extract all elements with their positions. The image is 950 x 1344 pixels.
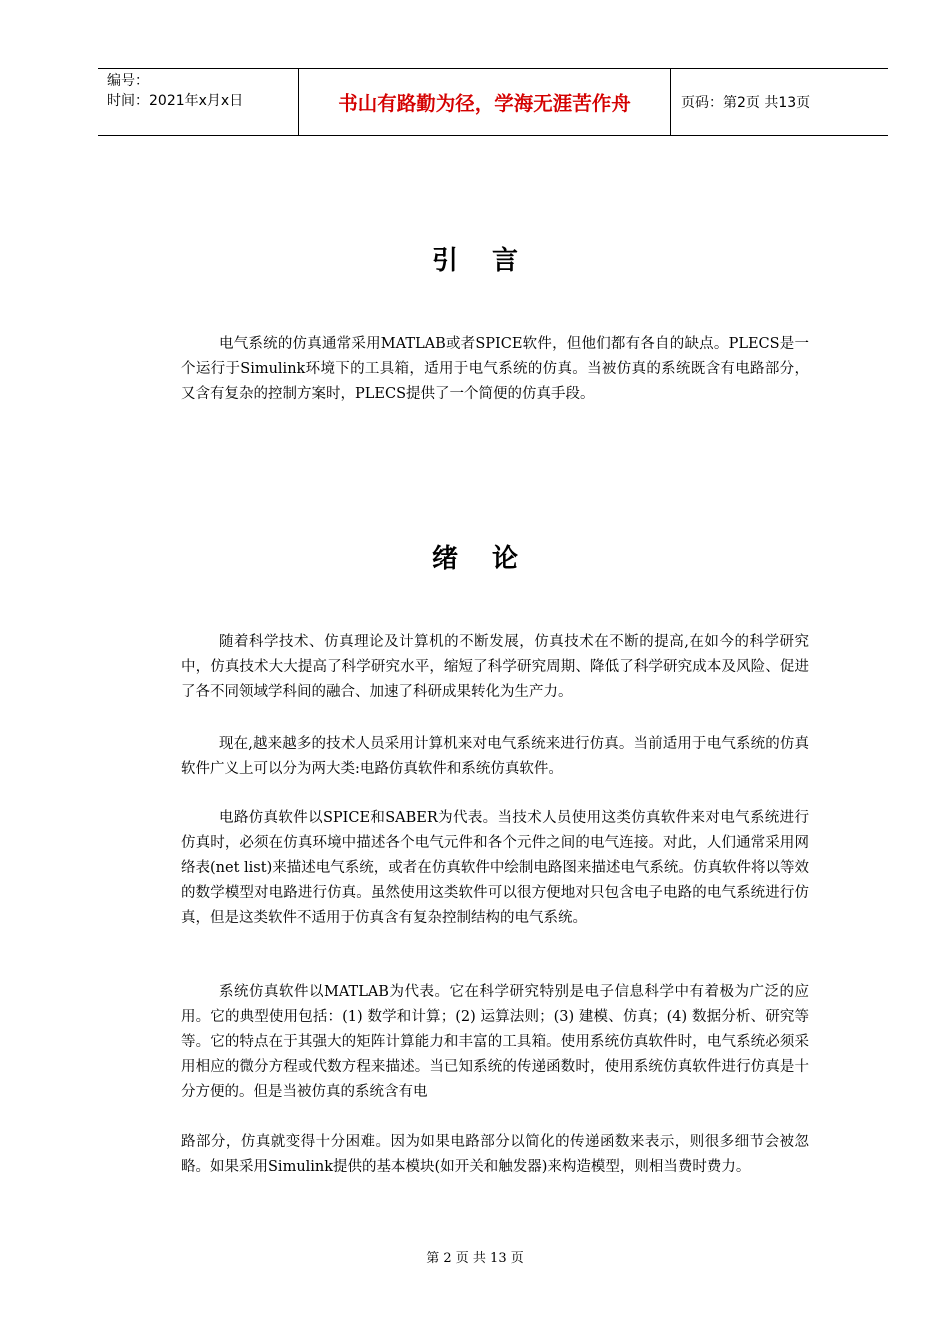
page-header: [98, 68, 888, 136]
paragraph: 路部分，仿真就变得十分困难。因为如果电路部分以简化的传递函数来表示，则很多细节会被忽略。如果采用Simulink提供的基本模块(如开关和触发器)来构造模型，则相当费时费力。: [181, 1134, 809, 1175]
section-title-introduction: [0, 240, 950, 277]
section-title-char: 论: [492, 544, 519, 574]
section-title-char: 引: [431, 246, 458, 276]
section-title-preface: [0, 538, 950, 575]
document-time-label: 时间：2021年x月x日: [107, 93, 244, 109]
paragraph: 电路仿真软件以SPICE和SABER为代表。当技术人员使用这类仿真软件来对电气系统进行仿真时，必须在仿真环境中描述各个电气元件和各个元件之间的电气连接。对此，人们通常采用网络表(net list)来描述电气系统，或者在仿真软件中绘制电路图来描述电气系统。仿真软件将以等效的数学模型对电路进行仿真。虽然使用这类软件可以很方便地对只包含电子电路的电气系统进行仿真，但是这类软件不适用于仿真含有复杂控制结构的电气系统。: [181, 810, 809, 926]
header-motto: 书山有路勤为径，学海无涯苦作舟: [299, 69, 671, 135]
header-page-info: 页码：第2页 共13页: [681, 95, 811, 111]
paragraph: 电气系统的仿真通常采用MATLAB或者SPICE软件，但他们都有各自的缺点。PLECS是一个运行于Simulink环境下的工具箱，适用于电气系统的仿真。当被仿真的系统既含有电路部分，又含有复杂的控制方案时，PLECS提供了一个简便的仿真手段。: [181, 336, 809, 402]
header-meta: [98, 69, 299, 135]
page-footer: 第 2 页 共 13 页: [426, 1251, 524, 1266]
paragraph: 系统仿真软件以MATLAB为代表。它在科学研究特别是电子信息科学中有着极为广泛的应用。它的典型使用包括：(1) 数学和计算；(2) 运算法则；(3) 建模、仿真；(4) 数据分析、研究等等。它的特点在于其强大的矩阵计算能力和丰富的工具箱。使用系统仿真软件时，电气系统必须采用相应的微分方程或代数方程来描述。当已知系统的传递函数时，使用系统仿真软件进行仿真是十分方便的。但是当被仿真的系统含有电: [181, 984, 809, 1100]
paragraph: 随着科学技术、仿真理论及计算机的不断发展，仿真技术在不断的提高,在如今的科学研究中，仿真技术大大提高了科学研究水平，缩短了科学研究周期、降低了科学研究成本及风险、促进了各不同领域学科间的融合、加速了科研成果转化为生产力。: [181, 634, 809, 700]
section-title-char: 绪: [431, 544, 458, 574]
document-number-label: 编号：: [107, 73, 149, 89]
section-title-char: 言: [492, 246, 519, 276]
paragraph: 现在,越来越多的技术人员采用计算机来对电气系统来进行仿真。当前适用于电气系统的仿真软件广义上可以分为两大类:电路仿真软件和系统仿真软件。: [181, 736, 809, 777]
